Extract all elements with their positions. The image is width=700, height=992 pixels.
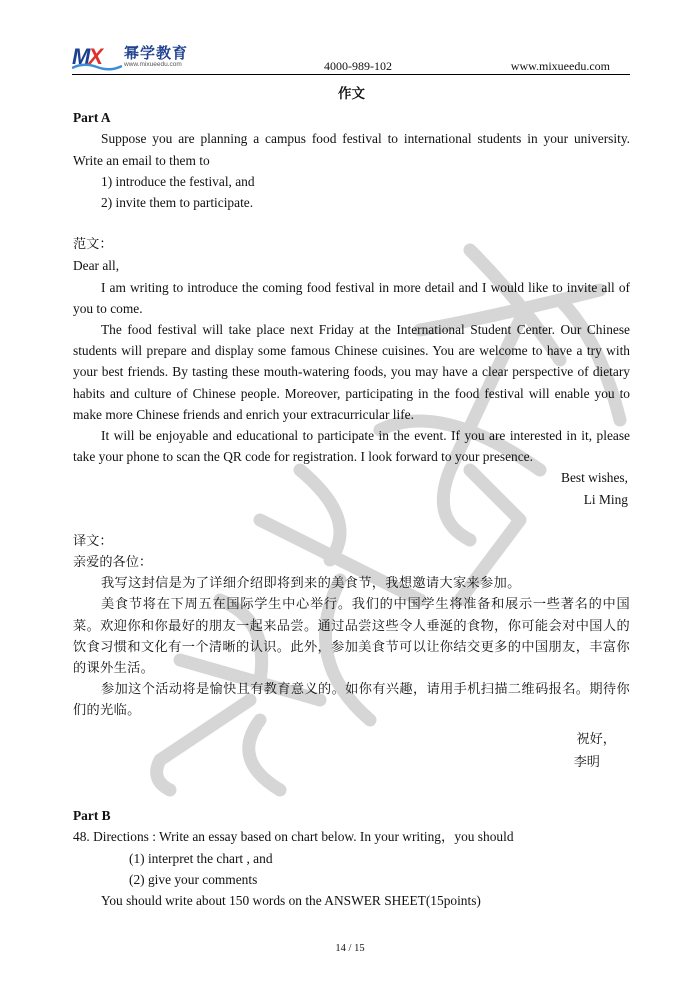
part-b-task: (2) give your comments (129, 871, 258, 887)
document-body (73, 84, 630, 911)
header-website: www.mixueedu.com (510, 59, 610, 73)
logo-m: M (72, 44, 89, 69)
translation-paragraph: 参加这个活动将是愉快且有教育意义的。如你有兴趣，请用手机扫描二维码报名。期待你们的光临。 (73, 682, 630, 719)
translation-paragraph: 美食节将在下周五在国际学生中心举行。我们的中国学生将准备和展示一些著名的中国菜。欢迎你和你最好的朋友一起来品尝。通过品尝这些令人垂涎的食物，你可能会对中国人的饮食习惯和文化有一个清晰的认识。此外，参加美食节可以让你结交更多的中国朋友，丰富你的课外生活。 (73, 597, 630, 677)
part-a-prompt: Suppose you are planning a campus food festival to international students in your university. Write an email to them to (73, 131, 630, 168)
translation-paragraph: 我写这封信是为了详细介绍即将到来的美食节，我想邀请大家来参加。 (101, 576, 521, 592)
logo-x: X (88, 44, 102, 69)
page-number: 14 / 15 (335, 943, 365, 954)
logo-text: 幂学教育 (124, 44, 189, 62)
part-b-directions: 48. Directions : Write an essay based on chart below. In your writing，you should (73, 829, 514, 845)
sample-paragraph: It will be enjoyable and educational to participate in the event. If you are interested in it, please take your phone to scan the QR code for registration. I look forward to your presence. (73, 428, 630, 465)
logo-url: www.mixueedu.com (124, 61, 182, 68)
translation-label: 译文： (73, 533, 113, 549)
sample-signature: Li Ming (583, 491, 628, 507)
page-header (72, 38, 630, 74)
header-divider (72, 74, 630, 75)
sample-label: 范文： (73, 237, 113, 253)
part-b-requirement: You should write about 150 words on the ANSWER SHEET(15points) (101, 892, 481, 908)
translation-closing: 祝好， (576, 731, 616, 747)
part-a-task: 2) invite them to participate. (101, 195, 254, 211)
sample-paragraph: The food festival will take place next Friday at the International Student Center. Our Chinese students will prepare and display some famous Chinese cuisines. You are welcome to have a try with your best friends. By tasting these mouth-watering foods, you may have a clear perspective of dietary habits and culture of Chinese people. Moreover, participating in the food festival will enable you to make more Chinese friends and enrich your extracurricular life. (73, 322, 630, 422)
sample-greeting: Dear all, (73, 258, 120, 274)
part-b-heading: Part B (73, 808, 111, 824)
header-phone: 4000-989-102 (324, 59, 392, 73)
part-b-task: (1) interpret the chart , and (129, 850, 273, 866)
page-title: 作文 (338, 86, 365, 102)
translation-greeting: 亲爱的各位： (73, 555, 153, 571)
logo-wave-icon (72, 62, 122, 72)
sample-paragraph: I am writing to introduce the coming food festival in more detail and I would like to invite all of you to come. (73, 279, 630, 316)
part-a-heading: Part A (73, 110, 111, 126)
logo (72, 40, 202, 72)
part-a-task: 1) introduce the festival, and (101, 173, 255, 189)
sample-closing: Best wishes, (561, 470, 628, 486)
translation-signature: 李明 (573, 754, 600, 770)
